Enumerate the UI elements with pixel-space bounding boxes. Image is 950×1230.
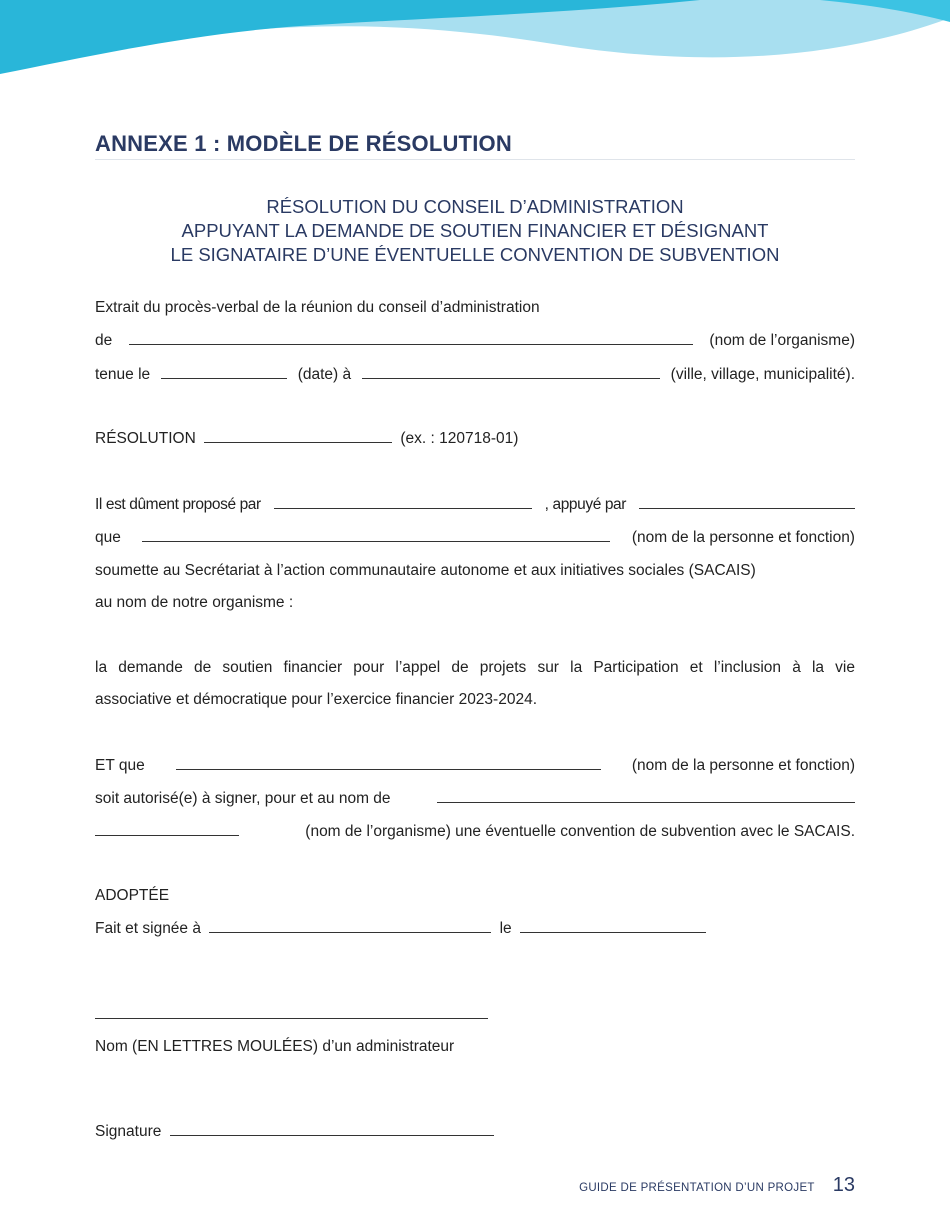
resolution-heading-line-3: LE SIGNATAIRE D’UNE ÉVENTUELLE CONVENTION DE SUBVENTION xyxy=(170,244,780,265)
seconded-prefix: , appuyé par xyxy=(544,496,627,513)
signed-date-blank[interactable] xyxy=(520,918,706,933)
signatory-blank[interactable] xyxy=(176,755,601,770)
page-footer xyxy=(579,1174,855,1197)
admin-name-label: Nom (EN LETTRES MOULÉES) d’un administrateur xyxy=(95,1038,455,1055)
annex-title: ANNEXE 1 : MODÈLE DE RÉSOLUTION xyxy=(95,131,512,156)
signed-place-blank[interactable] xyxy=(209,918,491,933)
signed-at-line xyxy=(95,918,855,940)
request-line-1: la demande de soutien financier pour l’appel de projets sur la Participation et l’inclusion à la vie xyxy=(95,659,855,676)
org-name-line xyxy=(95,330,855,352)
that-suffix: (nom de la personne et fonction) xyxy=(631,529,855,546)
that-prefix: que xyxy=(95,529,121,546)
header-wave-decoration xyxy=(0,0,950,80)
and-that-suffix: (nom de la personne et fonction) xyxy=(631,757,855,774)
meeting-date-blank[interactable] xyxy=(161,364,287,379)
and-that-prefix: ET que xyxy=(95,757,145,774)
org-suffix: (nom de l’organisme) xyxy=(709,332,855,349)
meeting-held-line xyxy=(95,364,855,386)
resolution-heading-line-2: APPUYANT LA DEMANDE DE SOUTIEN FINANCIER ET DÉSIGNANT xyxy=(181,220,769,241)
resolution-number-line xyxy=(95,428,855,450)
authorized-prefix: soit autorisé(e) à signer, pour et au nom de xyxy=(95,790,391,807)
on-behalf-line: au nom de notre organisme : xyxy=(95,594,294,611)
org-prefix: de xyxy=(95,332,113,349)
held-prefix: tenue le xyxy=(95,366,151,383)
resolution-number-blank[interactable] xyxy=(204,428,392,443)
title-divider xyxy=(95,159,855,160)
signature-blank[interactable] xyxy=(170,1121,494,1136)
adopted-label: ADOPTÉE xyxy=(95,887,170,904)
admin-name-line xyxy=(95,1004,855,1026)
request-line-2: associative et démocratique pour l’exercice financier 2023-2024. xyxy=(95,691,537,708)
admin-name-blank[interactable] xyxy=(95,1004,488,1019)
signed-at-prefix: Fait et signée à xyxy=(95,920,201,937)
resolution-heading xyxy=(95,195,855,267)
that-line xyxy=(95,527,855,549)
extract-intro: Extrait du procès-verbal de la réunion du conseil d’administration xyxy=(95,299,540,316)
resolution-heading-line-1: RÉSOLUTION DU CONSEIL D’ADMINISTRATION xyxy=(266,196,684,217)
meeting-place-blank[interactable] xyxy=(362,364,660,379)
guide-label: GUIDE DE PRÉSENTATION D’UN PROJET xyxy=(579,1182,815,1194)
authorized-org-blank[interactable] xyxy=(437,788,855,803)
proposer-blank[interactable] xyxy=(274,494,532,509)
signature-line xyxy=(95,1121,855,1143)
authorized-line xyxy=(95,788,855,810)
held-date-suffix: (date) à xyxy=(297,366,352,383)
signed-on-prefix: le xyxy=(499,920,512,937)
seconder-blank[interactable] xyxy=(639,494,855,509)
proposed-prefix: Il est dûment proposé par xyxy=(95,496,261,513)
signature-prefix: Signature xyxy=(95,1123,162,1140)
convention-suffix: (nom de l’organisme) une éventuelle convention de subvention avec le SACAIS. xyxy=(305,823,855,840)
org-name-blank[interactable] xyxy=(129,330,693,345)
resolution-prefix: RÉSOLUTION xyxy=(95,430,196,447)
submit-line: soumette au Secrétariat à l’action communautaire autonome et aux initiatives sociales (SACAIS) xyxy=(95,562,756,579)
held-place-suffix: (ville, village, municipalité). xyxy=(670,366,855,383)
proposed-line xyxy=(95,494,855,516)
and-that-line xyxy=(95,755,855,777)
resolution-example: (ex. : 120718-01) xyxy=(400,430,519,447)
page-number: 13 xyxy=(832,1174,855,1196)
person-function-blank[interactable] xyxy=(142,527,610,542)
convention-line xyxy=(95,821,855,843)
convention-org-blank[interactable] xyxy=(95,821,239,836)
